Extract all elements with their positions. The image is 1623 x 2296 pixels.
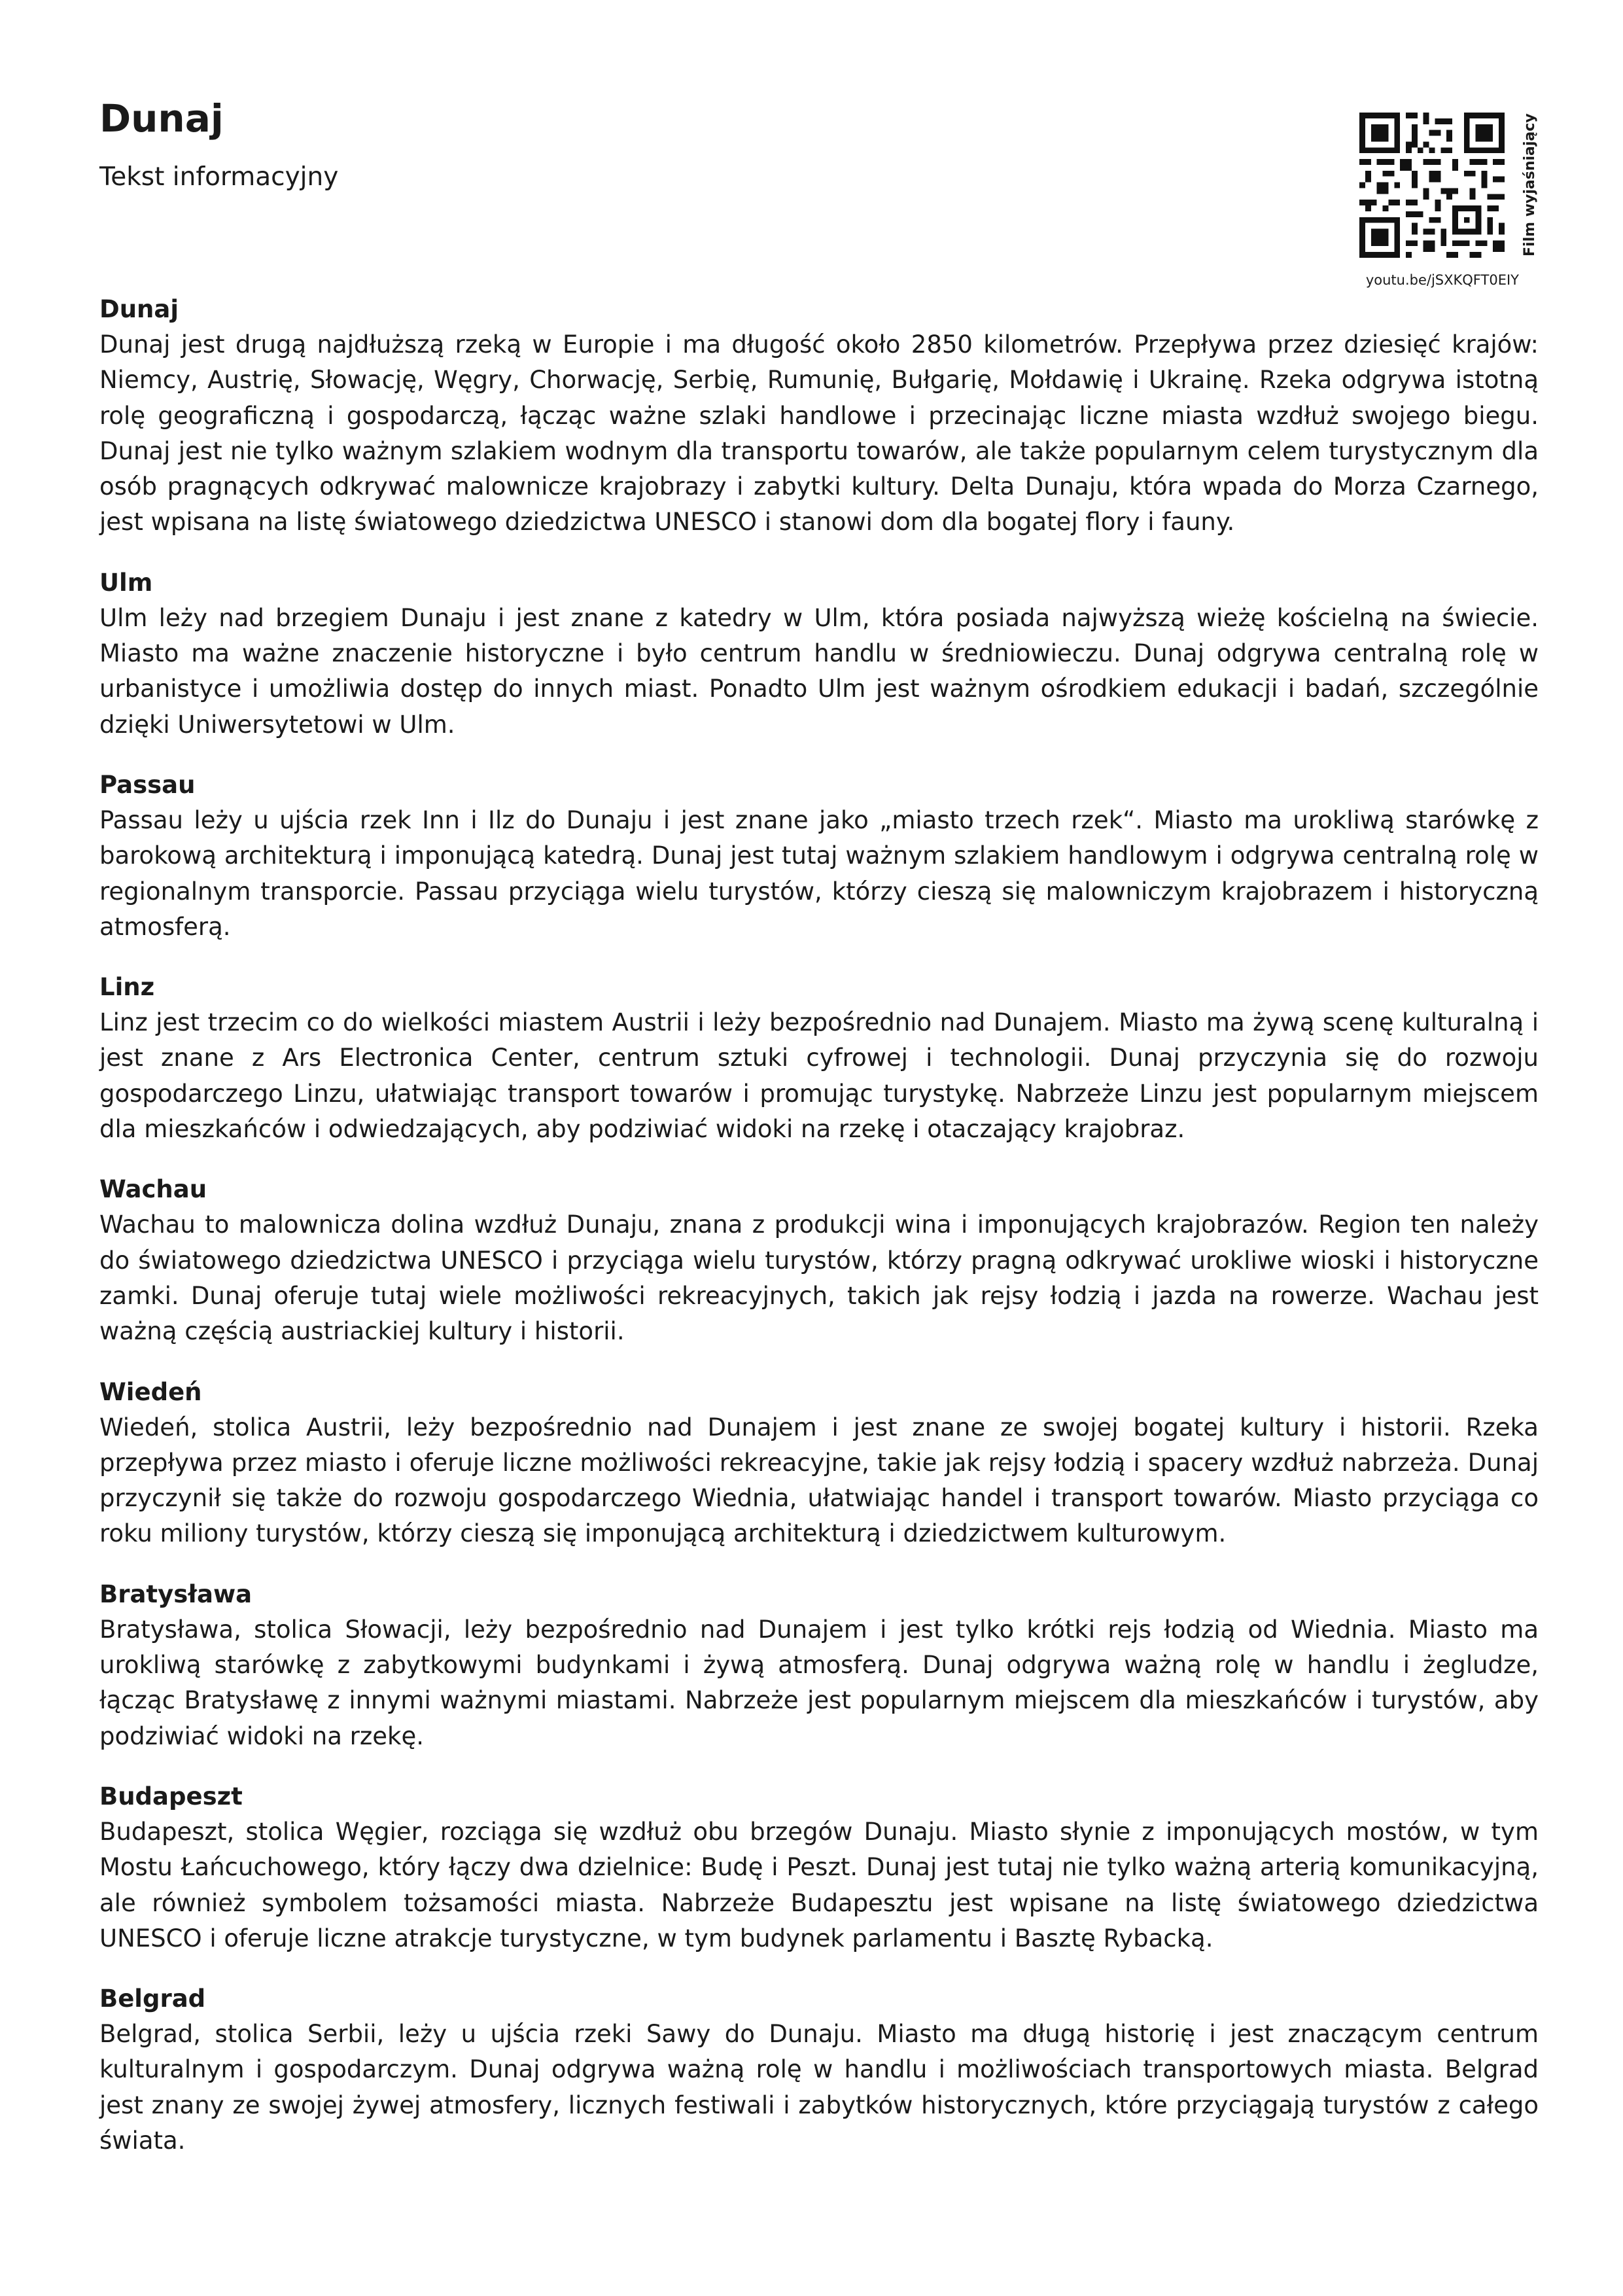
section-heading: Budapeszt [99, 1782, 243, 1810]
qr-video-url[interactable]: youtu.be/jSXKQFT0EIY [1365, 272, 1519, 288]
section-paragraph: Linz jest trzecim co do wielkości miastem Austrii i leży bezpośrednio nad Dunajem. Miasto ma żywą scenę kulturalną i jest znane z Ars Electronica Center, centrum sztuki cyfrowej i technologii. Dunaj przyczynia się do rozwoju gospodarczego Linzu, ułatwiając transport towarów i promując turystykę. Nabrzeże Linzu jest popularnym miejscem dla mieszkańców i odwiedzających, aby podziwiać widoki na rzekę i otaczający krajobraz. [99, 1008, 1539, 1144]
section-wieden [99, 1375, 1539, 1552]
section-passau [99, 768, 1539, 945]
section-budapeszt [99, 1779, 1539, 1956]
section-belgrad [99, 1981, 1539, 2159]
article-content [99, 292, 1539, 2183]
page-title: Dunaj [99, 96, 224, 141]
section-paragraph: Wiedeń, stolica Austrii, leży bezpośrednio nad Dunajem i jest znane ze swojej bogatej kultury i historii. Rzeka przepływa przez miasto i oferuje liczne możliwości rekreacyjne, takie jak rejsy łodzią i spacery wzdłuż nabrzeża. Dunaj przyczynił się także do rozwoju gospodarczego Wiednia, ułatwiając handel i transport towarów. Miasto przyciąga co roku miliony turystów, którzy cieszą się imponującą architekturą i dziedzictwem kulturowym. [99, 1413, 1539, 1548]
section-paragraph: Bratysława, stolica Słowacji, leży bezpośrednio nad Dunajem i jest tylko krótki rejs łodzią od Wiednia. Miasto ma urokliwą starówkę z zabytkowymi budynkami i żywą atmosferą. Dunaj odgrywa ważną rolę w handlu i żegludze, łącząc Bratysławę z innymi ważnymi miastami. Nabrzeże jest popularnym miejscem dla mieszkańców i turystów, aby podziwiać widoki na rzekę. [99, 1615, 1539, 1750]
section-heading: Passau [99, 770, 196, 799]
page-subtitle: Tekst informacyjny [99, 162, 339, 192]
qr-code-block[interactable] [1359, 113, 1549, 289]
qr-code-icon[interactable] [1359, 113, 1505, 258]
section-dunaj [99, 292, 1539, 540]
section-paragraph: Dunaj jest drugą najdłuższą rzeką w Europie i ma długość około 2850 kilometrów. Przepływa przez dziesięć krajów: Niemcy, Austrię, Słowację, Węgry, Chorwację, Serbię, Rumunię, Bułgarię, Mołdawię i Ukrainę. Rzeka odgrywa istotną rolę geograficzną i gospodarczą, łącząc ważne szlaki handlowe i przecinając liczne miasta wzdłuż swojego biegu. Dunaj jest nie tylko ważnym szlakiem wodnym dla transportu towarów, ale także popularnym celem turystycznym dla osób pragnących odkrywać malownicze krajobrazy i zabytki kultury. Delta Dunaju, która wpada do Morza Czarnego, jest wpisana na listę światowego dziedzictwa UNESCO i stanowi dom dla bogatej flory i fauny. [99, 330, 1539, 537]
section-paragraph: Belgrad, stolica Serbii, leży u ujścia rzeki Sawy do Dunaju. Miasto ma długą historię i jest znaczącym centrum kulturalnym i gospodarczym. Dunaj odgrywa ważną rolę w handlu i możliwościach transportowych miasta. Belgrad jest znany ze swojej żywej atmosfery, licznych festiwali i zabytków historycznych, które przyciągają turystów z całego świata. [99, 2020, 1539, 2155]
section-ulm [99, 565, 1539, 743]
section-heading: Belgrad [99, 1985, 206, 2013]
section-bratyslawa [99, 1577, 1539, 1754]
section-paragraph: Budapeszt, stolica Węgier, rozciąga się wzdłuż obu brzegów Dunaju. Miasto słynie z imponujących mostów, w tym Mostu Łańcuchowego, który łączy dwa dzielnice: Budę i Peszt. Dunaj jest tutaj nie tylko ważną arterią komunikacyjną, ale również symbolem tożsamości miasta. Nabrzeże Budapesztu jest wpisane na listę światowego dziedzictwa UNESCO i oferuje liczne atrakcje turystyczne, w tym budynek parlamentu i Basztę Rybacką. [99, 1817, 1539, 1952]
section-heading: Dunaj [99, 295, 179, 323]
section-heading: Linz [99, 973, 155, 1002]
section-paragraph: Ulm leży nad brzegiem Dunaju i jest znane z katedry w Ulm, która posiada najwyższą wieżę kościelną na świecie. Miasto ma ważne znaczenie historyczne i było centrum handlu w średniowieczu. Dunaj odgrywa centralną rolę w urbanistyce i umożliwia dostęp do innych miast. Ponadto Ulm jest ważnym ośrodkiem edukacji i badań, szczególnie dzięki Uniwersytetowi w Ulm. [99, 603, 1539, 739]
section-heading: Wiedeń [99, 1377, 202, 1406]
section-heading: Ulm [99, 568, 153, 597]
section-wachau [99, 1172, 1539, 1349]
section-paragraph: Wachau to malownicza dolina wzdłuż Dunaju, znana z produkcji wina i imponujących krajobrazów. Region ten należy do światowego dziedzictwa UNESCO i przyciąga wielu turystów, którzy pragną odkrywać urokliwe wioski i historyczne zamki. Dunaj oferuje tutaj wiele możliwości rekreacyjnych, takich jak rejsy łodzią i jazda na rowerze. Wachau jest ważną częścią austriackiej kultury i historii. [99, 1210, 1539, 1346]
section-paragraph: Passau leży u ujścia rzek Inn i Ilz do Dunaju i jest znane jako „miasto trzech rzek“. Miasto ma urokliwą starówkę z barokową architekturą i imponującą katedrą. Dunaj jest tutaj ważnym szlakiem handlowym i odgrywa centralną rolę w regionalnym transporcie. Passau przyciąga wielu turystów, którzy cieszą się malowniczym krajobrazem i historyczną atmosferą. [99, 805, 1539, 941]
section-heading: Bratysława [99, 1580, 253, 1608]
section-linz [99, 970, 1539, 1147]
qr-video-label: Film wyjaśniający [1522, 113, 1538, 257]
section-heading: Wachau [99, 1175, 207, 1204]
